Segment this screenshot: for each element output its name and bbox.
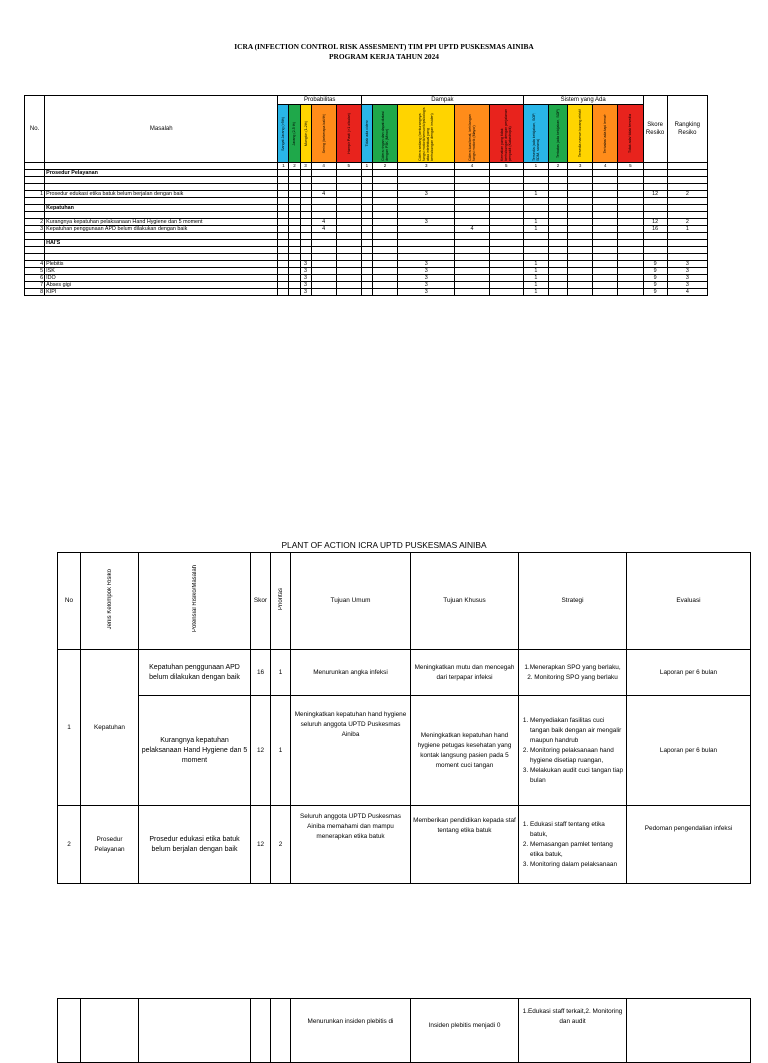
risk-no: 4 bbox=[25, 261, 45, 268]
risk-row bbox=[25, 226, 708, 233]
risk-row bbox=[25, 289, 708, 296]
dampak-value: 3 bbox=[398, 289, 455, 296]
dampak-level-1: Tidak ada cidera bbox=[361, 105, 372, 163]
risk-masalah: Abses gigi bbox=[45, 282, 278, 289]
col-num: 5 bbox=[618, 163, 643, 170]
poa-strategi bbox=[519, 696, 627, 806]
risk-rank: 4 bbox=[667, 289, 707, 296]
risk-masalah: ISK bbox=[45, 268, 278, 275]
col-num: 5 bbox=[336, 163, 361, 170]
risk-no: 7 bbox=[25, 282, 45, 289]
col-num: 4 bbox=[593, 163, 618, 170]
poa-prioritas: 1 bbox=[271, 650, 291, 696]
poa-header-no: No bbox=[58, 553, 81, 650]
risk-no: 6 bbox=[25, 275, 45, 282]
risk-row bbox=[25, 219, 708, 226]
prob-value: 3 bbox=[300, 275, 311, 282]
dampak-level-5: Kematian yang tidak berhubungan dengan perjalanan penyakit (Katastropik) bbox=[489, 105, 523, 163]
col-num: 3 bbox=[568, 163, 593, 170]
header-rangking: Rangking Resiko bbox=[667, 96, 707, 163]
strategi-item: 2. Monitoring pelaksanaan hand hygiene disetiap ruangan, bbox=[530, 746, 624, 766]
risk-no: 3 bbox=[25, 226, 45, 233]
icra-risk-table bbox=[24, 95, 708, 296]
risk-row bbox=[25, 268, 708, 275]
risk-no: 8 bbox=[25, 289, 45, 296]
risk-rank: 3 bbox=[667, 261, 707, 268]
risk-skor: 9 bbox=[643, 261, 667, 268]
col-num: 2 bbox=[548, 163, 567, 170]
poa-evaluasi: Pedoman pengendalian infeksi bbox=[627, 806, 751, 884]
prob-value: 3 bbox=[300, 282, 311, 289]
dampak-value: 3 bbox=[398, 268, 455, 275]
prob-level-2: Jarang (2-5 th) bbox=[289, 105, 300, 163]
dampak-value: 4 bbox=[455, 226, 489, 233]
risk-rank: 1 bbox=[667, 226, 707, 233]
sistem-level-1: Tersedia (ada kebijakan, SOP, SDM, sarana) bbox=[523, 105, 548, 163]
risk-no: 5 bbox=[25, 268, 45, 275]
poa-tujuan-khusus: Meningkatkan mutu dan mencegah dari terpapar infeksi bbox=[411, 650, 519, 696]
poa-header-tujuan-khusus: Tujuan Khusus bbox=[411, 553, 519, 650]
col-num: 4 bbox=[311, 163, 336, 170]
strategi-item: 2. Memasangan pamlet tentang etika batuk, bbox=[530, 840, 624, 860]
risk-rank: 3 bbox=[667, 282, 707, 289]
col-num: 5 bbox=[489, 163, 523, 170]
header-sistem: Sistem yang Ada bbox=[523, 96, 643, 105]
poa-strategi: 1.Edukasi staff terkait,2. Monitoring dan audit bbox=[519, 999, 627, 1063]
sistem-level-2: Terbatas (ada kebijakan, SOP) bbox=[548, 105, 567, 163]
col-num: 1 bbox=[523, 163, 548, 170]
risk-skor: 12 bbox=[643, 191, 667, 198]
poa-header-jenis: Jenis Kelompok Risiko bbox=[81, 553, 139, 650]
plan-of-action-table-continued bbox=[57, 998, 751, 1063]
plan-of-action-title: PLANT OF ACTION ICRA UPTD PUSKESMAS AINIBA bbox=[281, 540, 487, 550]
col-num: 1 bbox=[278, 163, 289, 170]
risk-rank: 2 bbox=[667, 191, 707, 198]
poa-jenis: Kepatuhan bbox=[81, 650, 139, 806]
poa-jenis: Prosedur Pelayanan bbox=[81, 806, 139, 884]
document-subtitle: PROGRAM KERJA TAHUN 2024 bbox=[329, 52, 439, 61]
col-num: 2 bbox=[289, 163, 300, 170]
strategi-item: 1. Menyediakan fasilitas cuci tangan baik dengan air mengalir maupun handrub bbox=[530, 716, 624, 746]
poa-tujuan-umum: Menurunkan angka infeksi bbox=[291, 650, 411, 696]
poa-tujuan-khusus: Insiden plebitis menjadi 0 bbox=[411, 999, 519, 1063]
poa-no: 2 bbox=[58, 806, 81, 884]
document-title: ICRA (INFECTION CONTROL RISK ASSESMENT) TIM PPI UPTD PUSKESMAS AINIBA bbox=[234, 42, 534, 51]
poa-tujuan-khusus: Memberikan pendidikan kepada staf tentang etika batuk bbox=[411, 806, 519, 884]
poa-evaluasi: Laporan per 6 bulan bbox=[627, 650, 751, 696]
poa-skor: 12 bbox=[251, 806, 271, 884]
header-probabilitas: Probabilitas bbox=[278, 96, 361, 105]
sistem-level-3: Tersedia namun kurang efektif bbox=[568, 105, 593, 163]
poa-header-tujuan-umum: Tujuan Umum bbox=[291, 553, 411, 650]
risk-row bbox=[25, 261, 708, 268]
risk-masalah: Kepatuhan penggunaan APD belum dilakukan dengan baik bbox=[45, 226, 278, 233]
poa-tujuan-umum: Meningkatkan kepatuhan hand hygiene seluruh anggota UPTD Puskesmas Ainiba bbox=[291, 696, 411, 806]
risk-no: 2 bbox=[25, 219, 45, 226]
risk-masalah: Kurangnya kepatuhan pelaksanaan Hand Hygiene dan 5 moment bbox=[45, 219, 278, 226]
prob-level-3: Mungkin (1-2th) bbox=[300, 105, 311, 163]
poa-evaluasi: Laporan per 6 bulan bbox=[627, 696, 751, 806]
poa-skor: 16 bbox=[251, 650, 271, 696]
col-num: 1 bbox=[361, 163, 372, 170]
prob-value: 4 bbox=[311, 191, 336, 198]
prob-level-5: Hampir Pasti (>1 x/bulan) bbox=[336, 105, 361, 163]
section-prosedur-pelayanan: Prosedur Pelayanan bbox=[45, 170, 278, 177]
risk-row bbox=[25, 191, 708, 198]
dampak-value: 3 bbox=[398, 275, 455, 282]
dampak-value: 3 bbox=[398, 191, 455, 198]
risk-masalah: KIPI bbox=[45, 289, 278, 296]
risk-row bbox=[25, 275, 708, 282]
strategi-item: 3. Monitoring dalam pelaksanaan bbox=[530, 860, 624, 870]
risk-skor: 9 bbox=[643, 275, 667, 282]
col-num: 2 bbox=[372, 163, 397, 170]
poa-skor: 12 bbox=[251, 696, 271, 806]
sistem-level-5: Tidak ada/ tidak tersedia bbox=[618, 105, 643, 163]
dampak-level-4: Cidera luas/berat, kehilangan fungsi motorik (Mayor) bbox=[455, 105, 489, 163]
header-no: No. bbox=[25, 96, 45, 163]
strategi-item: 3. Melakukan audit cuci tangan tiap bulan bbox=[530, 766, 624, 786]
prob-level-4: Sering (beberapa kali/th) bbox=[311, 105, 336, 163]
sistem-level-4: Terbatas/ ada tapi lemah bbox=[593, 105, 618, 163]
prob-value: 3 bbox=[300, 268, 311, 275]
sistem-value: 1 bbox=[523, 191, 548, 198]
section-kepatuhan: Kepatuhan bbox=[45, 205, 278, 212]
plan-of-action-table bbox=[57, 552, 751, 884]
poa-strategi bbox=[519, 806, 627, 884]
col-num: 4 bbox=[455, 163, 489, 170]
risk-rank: 3 bbox=[667, 275, 707, 282]
poa-header-strategi: Strategi bbox=[519, 553, 627, 650]
header-skore: Skore Resiko bbox=[643, 96, 667, 163]
section-hais: HAI'S bbox=[45, 240, 278, 247]
poa-prioritas: 1 bbox=[271, 696, 291, 806]
poa-potensi: Prosedur edukasi etika batuk belum berjalan dengan baik bbox=[139, 806, 251, 884]
dampak-level-2: Cidera ringan dan dapat diatasi dengan P3K (Minor) bbox=[372, 105, 397, 163]
poa-header-prioritas: Prioritas bbox=[271, 553, 291, 650]
sistem-value: 1 bbox=[523, 268, 548, 275]
risk-masalah: IDO bbox=[45, 275, 278, 282]
risk-skor: 9 bbox=[643, 289, 667, 296]
poa-no: 1 bbox=[58, 650, 81, 806]
risk-skor: 12 bbox=[643, 219, 667, 226]
risk-row bbox=[25, 282, 708, 289]
sistem-value: 1 bbox=[523, 226, 548, 233]
risk-rank: 2 bbox=[667, 219, 707, 226]
prob-level-1: Sangat Jarang (>5th) bbox=[278, 105, 289, 163]
risk-skor: 9 bbox=[643, 282, 667, 289]
risk-no: 1 bbox=[25, 191, 45, 198]
sistem-value: 1 bbox=[523, 261, 548, 268]
poa-tujuan-umum: Menurunkan insiden plebitis di bbox=[291, 999, 411, 1063]
col-num: 3 bbox=[398, 163, 455, 170]
risk-skor: 9 bbox=[643, 268, 667, 275]
poa-tujuan-umum: Seluruh anggota UPTD Puskesmas Ainiba memahami dan mampu menerapkan etika batuk bbox=[291, 806, 411, 884]
header-masalah: Masalah bbox=[45, 96, 278, 163]
risk-rank: 3 bbox=[667, 268, 707, 275]
dampak-value: 3 bbox=[398, 261, 455, 268]
dampak-value: 3 bbox=[398, 219, 455, 226]
col-num: 3 bbox=[300, 163, 311, 170]
poa-tujuan-khusus: Meningkatkan kepatuhan hand hygiene petugas kesehatan yang kontak langsung pasien pada 5 moment cuci tangan bbox=[411, 696, 519, 806]
risk-masalah: Prosedur edukasi etika batuk belum berjalan dengan baik bbox=[45, 191, 278, 198]
risk-masalah: Plebitis bbox=[45, 261, 278, 268]
prob-value: 4 bbox=[311, 226, 336, 233]
sistem-value: 1 bbox=[523, 275, 548, 282]
poa-strategi: 1.Menerapkan SPO yang berlaku, 2. Monitoring SPO yang berlaku bbox=[519, 650, 627, 696]
prob-value: 3 bbox=[300, 261, 311, 268]
strategi-item: 1. Edukasi staff tentang etika batuk, bbox=[530, 820, 624, 840]
poa-header-evaluasi: Evaluasi bbox=[627, 553, 751, 650]
sistem-value: 1 bbox=[523, 219, 548, 226]
dampak-level-3: Cidera sedang (berkurangnya fungsi motorik/sensorik/psikologis atau intelektual yang berhubungan dengan insiden) bbox=[398, 105, 455, 163]
dampak-value: 3 bbox=[398, 282, 455, 289]
prob-value: 4 bbox=[311, 219, 336, 226]
risk-skor: 16 bbox=[643, 226, 667, 233]
poa-header-skor: Skor bbox=[251, 553, 271, 650]
sistem-value: 1 bbox=[523, 289, 548, 296]
header-dampak: Dampak bbox=[361, 96, 523, 105]
sistem-value: 1 bbox=[523, 282, 548, 289]
poa-header-potensi: Potensial Risiko/Masalah bbox=[139, 553, 251, 650]
prob-value: 3 bbox=[300, 289, 311, 296]
poa-potensi: Kepatuhan penggunaan APD belum dilakukan dengan baik bbox=[139, 650, 251, 696]
poa-potensi: Kurangnya kepatuhan pelaksanaan Hand Hygiene dan 5 moment bbox=[139, 696, 251, 806]
poa-prioritas: 2 bbox=[271, 806, 291, 884]
